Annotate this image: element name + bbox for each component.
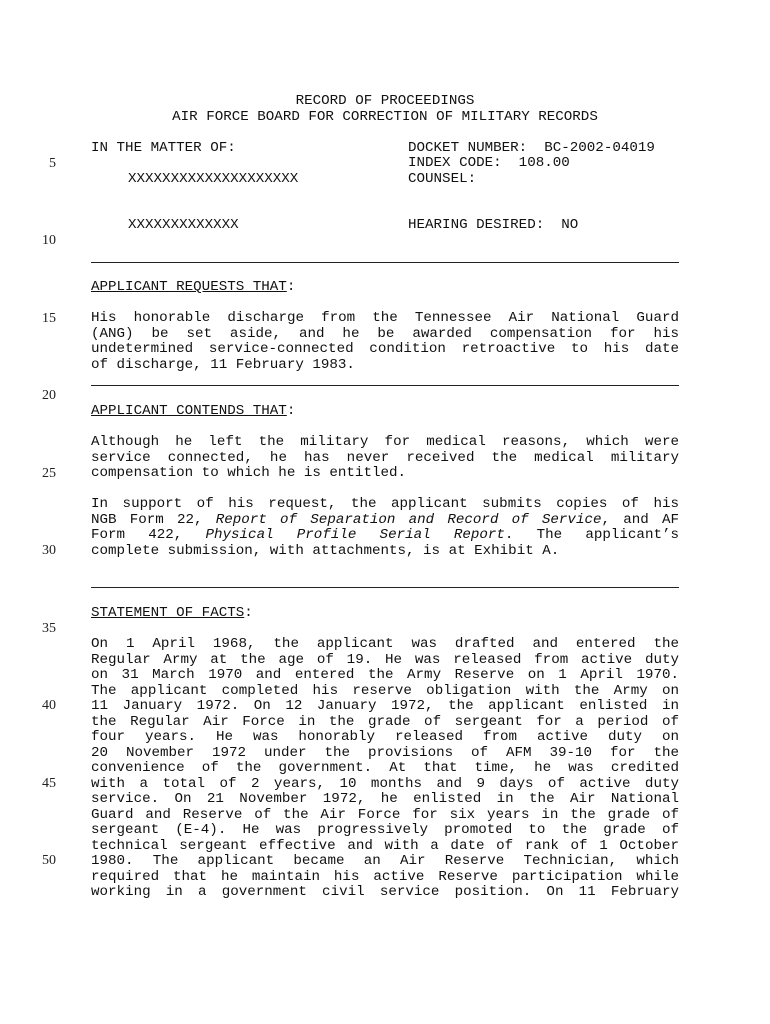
matter-label: IN THE MATTER OF: (91, 140, 236, 156)
contends-heading: APPLICANT CONTENDS THAT: (91, 403, 296, 419)
section-divider (91, 587, 679, 588)
index-code: INDEX CODE: 108.00 (408, 155, 570, 171)
line-number: 15 (42, 311, 56, 326)
docket-number: DOCKET NUMBER: BC-2002-04019 (408, 140, 655, 156)
facts-paragraph: On 1 April 1968, the applicant was drafted and entered the Regular Army at the age of 19. He was released from active duty on 31 March 1970 and entered the Army Reserve on 1 April 1970. The applicant completed his reserve obligation with the Army on 11 January 1972. On 12 January 1972, the applicant enlisted in the Regular Air Force in the grade of sergeant for a period of four years. He was honorably released from active duty on 20 November 1972 under the provisions of AFM 39-10 for the convenience of the government. At that time, he was credited with a total of 2 years, 10 months and 9 days of active duty service. On 21 November 1972, he enlisted in the Air National Guard and Reserve of the Air Force for six years in the grade of sergeant (E-4). He was progressively promoted to the grade of technical sergeant effective and with a date of rank of 1 October 1980. The applicant became an Air Reserve Technician, which required that he maintain his active Reserve participation while working in a government civil service position. On 11 February (91, 636, 679, 900)
requests-heading: APPLICANT REQUESTS THAT: (91, 279, 296, 295)
line-number: 25 (42, 466, 56, 481)
counsel: COUNSEL: (408, 171, 477, 187)
section-divider (91, 385, 679, 386)
hearing-desired: HEARING DESIRED: NO (408, 217, 579, 233)
line-number: 50 (42, 853, 56, 868)
contends-paragraph-2: In support of his request, the applicant submits copies of his NGB Form 22, Report of Separation and Record of Service, and AF Form 422, Physical Profile Serial Report. The applicant’s complete submission, with attachments, is at Exhibit A. (91, 496, 679, 559)
section-divider (91, 262, 679, 263)
applicant-name: XXXXXXXXXXXXXXXXXXXX (128, 171, 299, 187)
board-title: AIR FORCE BOARD FOR CORRECTION OF MILITARY RECORDS (172, 109, 598, 125)
applicant-ssn: XXXXXXXXXXXXX (128, 217, 239, 233)
line-number: 40 (42, 698, 56, 713)
line-number: 5 (49, 156, 56, 171)
contends-paragraph-1: Although he left the military for medical reasons, which were service connected, he has never received the medical military compensation to which he is entitled. (91, 434, 679, 481)
requests-paragraph: His honorable discharge from the Tennessee Air National Guard (ANG) be set aside, and he be awarded compensation for his undetermined service-connected condition retroactive to his date of discharge, 11 February 1983. (91, 310, 679, 373)
line-number: 20 (42, 388, 56, 403)
line-number: 35 (42, 621, 56, 636)
line-number: 45 (42, 776, 56, 791)
facts-heading: STATEMENT OF FACTS: (91, 605, 253, 621)
record-title: RECORD OF PROCEEDINGS (295, 93, 475, 109)
line-number: 30 (42, 543, 56, 558)
line-number: 10 (42, 233, 56, 248)
